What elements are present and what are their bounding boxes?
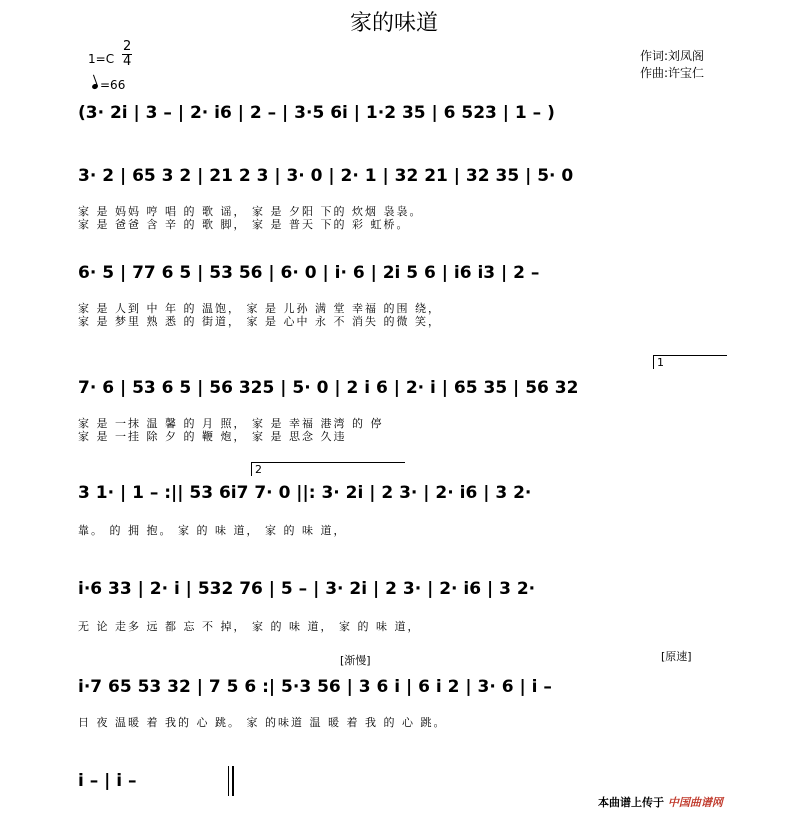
lyric-verse-2: 家 是 梦里 熟 悉 的 街道， 家 是 心中 永 不 消失 的微 笑， — [78, 315, 441, 328]
lyric-verse-1: 无 论 走多 远 都 忘 不 掉， 家 的 味 道， 家 的 味 道， — [78, 620, 421, 633]
notation-line: (3· 2i | 3 – | 2· i6 | 2 – | 3·5 6i | 1·2 35 | 6 523 | 1 – ) — [78, 103, 555, 123]
notation-line: 3 1· | 1 – :|| 53 6i7 7· 0 ||: 3· 2i | 2 3· | 2· i6 | 3 2· — [78, 483, 532, 503]
lyric-verse-1: 家 是 人到 中 年 的 温饱， 家 是 儿孙 满 堂 幸福 的围 绕， — [78, 302, 441, 315]
notation-line: 3· 2 | 65 3 2 | 21 2 3 | 3· 0 | 2· 1 | 32 21 | 32 35 | 5· 0 — [78, 166, 574, 186]
tempo-marking — [92, 78, 125, 92]
tempo-value: =66 — [100, 78, 126, 92]
volta-2: 2 — [251, 462, 405, 476]
time-signature-top: 2 — [123, 39, 132, 54]
notation-line: i·6 33 | 2· i | 532 76 | 5 – | 3· 2i | 2 3· | 2· i6 | 3 2· — [78, 579, 536, 599]
final-barline — [228, 766, 234, 796]
lyric-verse-1: 家 是 妈妈 哼 唱 的 歌 谣， 家 是 夕阳 下的 炊烟 袅袅。 — [78, 205, 423, 218]
key-signature: 1=C — [88, 52, 115, 66]
tempo-original: [原速] — [661, 650, 692, 663]
composer-credit: 作曲:许宝仁 — [639, 66, 704, 80]
notation-line: i·7 65 53 32 | 7 5 6 :| 5·3 56 | 3 6 i | 6 i 2 | 3· 6 | i – — [78, 677, 552, 697]
time-signature — [122, 40, 132, 69]
upload-credit — [598, 794, 723, 810]
notation-line: 6· 5 | 77 6 5 | 53 56 | 6· 0 | i· 6 | 2i 5 6 | i6 i3 | 2 – — [78, 263, 540, 283]
lyricist-credit: 作词:刘凤阁 — [639, 49, 704, 63]
volta-1: 1 — [653, 355, 727, 369]
lyric-verse-1: 日 夜 温暖 着 我的 心 跳。 家 的味道 温 暖 着 我 的 心 跳。 — [78, 716, 447, 729]
time-signature-bottom: 4 — [123, 54, 132, 69]
tempo-slowing: [渐慢] — [340, 654, 371, 667]
credits — [640, 48, 704, 82]
lyric-verse-1: 家 是 一抹 温 馨 的 月 照， 家 是 幸福 港湾 的 停 — [78, 417, 384, 430]
lyric-verse-1: 靠。 的 拥 抱。 家 的 味 道， 家 的 味 道， — [78, 524, 347, 537]
lyric-verse-2: 家 是 一挂 除 夕 的 鞭 炮， 家 是 思念 久违 — [78, 430, 347, 443]
notation-line: 7· 6 | 53 6 5 | 56 325 | 5· 0 | 2 i 6 | 2· i | 65 35 | 56 32 — [78, 378, 579, 398]
score-title: 家的味道 — [349, 11, 438, 36]
lyric-verse-2: 家 是 爸爸 含 辛 的 歌 脚， 家 是 普天 下的 彩 虹桥。 — [78, 218, 410, 231]
quarter-note-icon — [91, 83, 98, 90]
site-logo-text[interactable]: 中国曲谱网 — [667, 796, 723, 809]
upload-prefix: 本曲谱上传于 — [598, 796, 664, 809]
notation-line: i – | i – — [78, 771, 137, 791]
